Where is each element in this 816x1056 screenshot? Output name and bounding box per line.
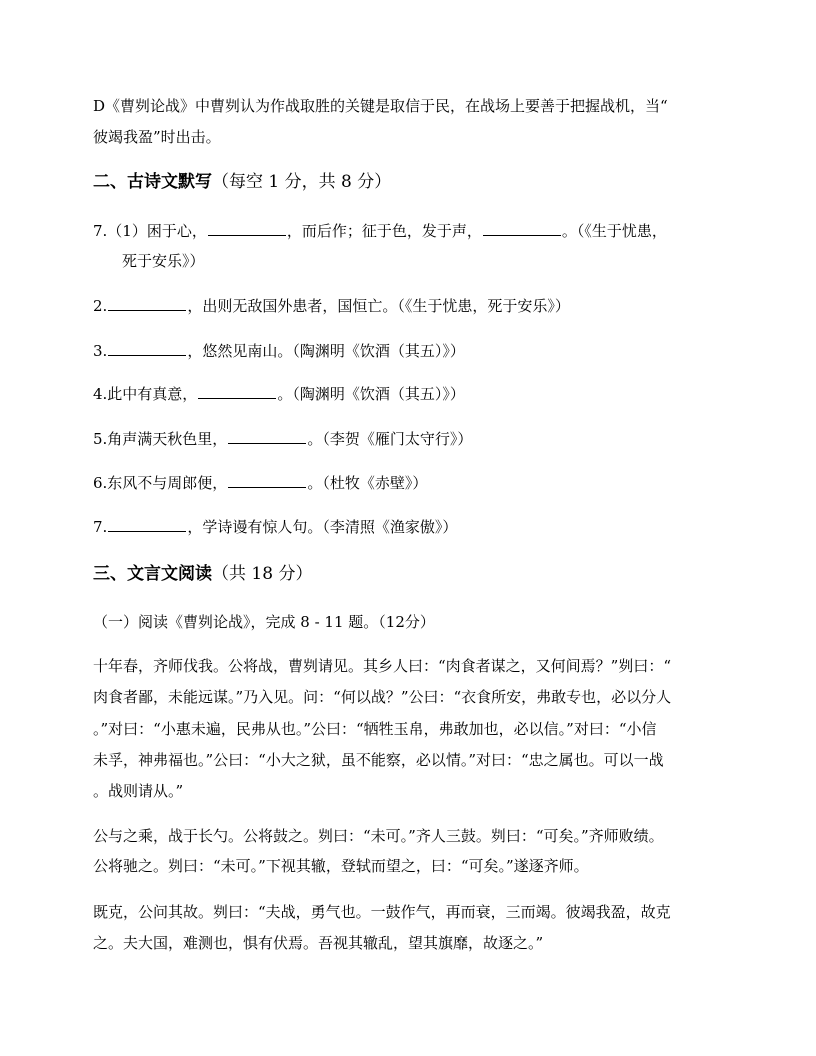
question-7-part1: [93, 221, 667, 241]
question-7-part2: [93, 296, 570, 316]
section-2-title: 二、古诗文默写: [93, 172, 212, 192]
q7-p3-text-a: 3.: [93, 342, 108, 360]
answer-blank[interactable]: [228, 473, 306, 488]
passage-para3-line1: 既克，公问其故。刿曰：“夫战，勇气也。一鼓作气，再而衰，三而竭。彼竭我盈，故克: [93, 903, 671, 921]
option-d-line2: 彼竭我盈”时出击。: [93, 128, 221, 146]
answer-blank[interactable]: [228, 429, 306, 444]
passage-para2-line1: 公与之乘，战于长勺。公将鼓之。刿曰：“未可。”齐人三鼓。刿曰：“可矣。”齐师败绩。: [93, 827, 664, 845]
section-3-heading: [93, 564, 312, 584]
passage-para1-line4: 未孚，神弗福也。”公曰：“小大之狱，虽不能察，必以情。”对曰：“忠之属也。可以一战: [93, 751, 664, 769]
section-3-score: （共 18 分）: [212, 564, 313, 584]
passage-para3-line2: 之。夫大国，难测也，惧有伏焉。吾视其辙乱，望其旗靡，故逐之。”: [93, 934, 544, 952]
section-2-heading: [93, 172, 391, 192]
question-7-part5: [93, 429, 472, 449]
passage-para1-line1: 十年春，齐师伐我。公将战，曹刿请见。其乡人曰：“肉食者谋之，又何间焉？”刿曰：“: [93, 657, 672, 675]
section-2-score: （每空 1 分，共 8 分）: [212, 172, 392, 192]
q7-p4-text-a: 4.此中有真意，: [93, 385, 198, 403]
answer-blank[interactable]: [208, 221, 286, 236]
q7-p7-text-a: 7.: [93, 518, 108, 536]
passage-para1-line5: 。战则请从。”: [93, 782, 184, 800]
question-7-part3: [93, 341, 465, 361]
question-7-part1-cont: 死于安乐》）: [122, 252, 205, 270]
q7-p2-text-a: 2.: [93, 297, 108, 315]
question-7-part7: [93, 517, 457, 537]
passage-para1-line2: 肉食者鄙，未能远谋。”乃入见。问：“何以战？”公曰：“衣食所安，弗敢专也，必以分人: [93, 688, 672, 706]
answer-blank[interactable]: [483, 221, 561, 236]
q7-p2-text-b: ，出则无敌国外患者，国恒亡。（《生于忧患，死于安乐》）: [187, 297, 570, 315]
section-3-title: 三、文言文阅读: [93, 564, 212, 584]
q7-p1-text-b: ，而后作；征于色，发于声，: [286, 222, 482, 240]
answer-blank[interactable]: [108, 296, 186, 311]
part-1-instruction: （一）阅读《曹刿论战》，完成 8 - 11 题。（12分）: [93, 613, 435, 631]
q7-p6-text-a: 6.东风不与周郎便，: [93, 474, 228, 492]
q7-p1-text-c: 。（《生于忧患，: [561, 222, 667, 240]
q7-p4-text-b: 。（陶渊明《饮酒（其五）》）: [277, 385, 465, 403]
option-d-line1: D《曹刿论战》中曹刿认为作战取胜的关键是取信于民，在战场上要善于把握战机，当“: [93, 97, 668, 115]
q7-p7-text-b: ，学诗谩有惊人句。（李清照《渔家傲》）: [187, 518, 458, 536]
q7-p5-text-b: 。（李贺《雁门太守行》）: [307, 430, 473, 448]
answer-blank[interactable]: [198, 384, 276, 399]
q7-p5-text-a: 5.角声满天秋色里，: [93, 430, 228, 448]
question-7-part6: [93, 473, 427, 493]
q7-p6-text-b: 。（杜牧《赤壁》）: [307, 474, 428, 492]
q7-p1-text-a: 7.（1）困于心，: [93, 222, 207, 240]
passage-para2-line2: 公将驰之。刿曰：“未可。”下视其辙，登轼而望之，曰：“可矣。”遂逐齐师。: [93, 857, 589, 875]
answer-blank[interactable]: [108, 341, 186, 356]
q7-p3-text-b: ，悠然见南山。（陶渊明《饮酒（其五）》）: [187, 342, 465, 360]
answer-blank[interactable]: [108, 517, 186, 532]
passage-para1-line3: 。”对曰：“小惠未遍，民弗从也。”公曰：“牺牲玉帛，弗敢加也，必以信。”对曰：“小信: [93, 720, 657, 738]
question-7-part4: [93, 384, 465, 404]
